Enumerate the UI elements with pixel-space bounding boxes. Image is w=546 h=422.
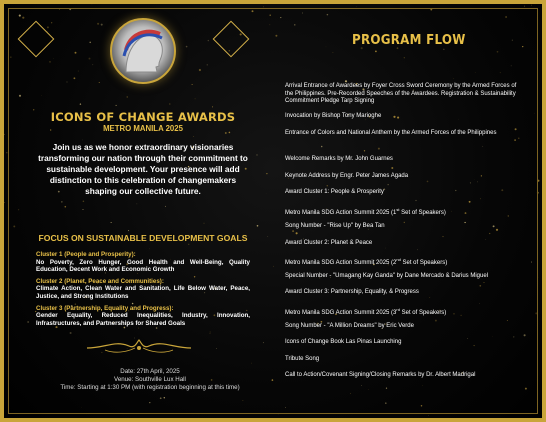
cluster-list <box>36 251 250 331</box>
program-item: Award Cluster 2: Planet & Peace <box>285 240 373 246</box>
intro-paragraph: Join us as we honor extraordinary visionaries transforming our nation through their commitment to sustainable development. Your presence will add distinction to this celebration of changemakers shaping our collective future. <box>38 142 248 197</box>
profile-emblem <box>110 18 176 84</box>
program-item: Welcome Remarks by Mr. John Guarnes <box>285 156 393 162</box>
program-item: Song Number - "Rise Up" by Bea Tan <box>285 223 385 229</box>
program-item: Call to Action/Covenant Signing/Closing Remarks by Dr. Albert Madrigal <box>285 372 476 378</box>
program-item: Award Cluster 3: Partnership, Equality, & Progress <box>285 289 419 295</box>
cluster-2-title: Cluster 2 (Planet, Peace and Communities): <box>36 277 164 285</box>
program-item: Icons of Change Book Las Pinas Launching <box>285 339 402 345</box>
program-item: Tribute Song <box>285 356 320 362</box>
profile-head-icon <box>112 20 174 82</box>
program-item: Entrance of Colors and National Anthem by the Armed Forces of the Philippines <box>285 130 497 136</box>
event-details <box>60 368 240 391</box>
program-item: Metro Manila SDG Action Summit 2025 (1st Set of Speakers) <box>285 207 446 216</box>
program-item: Metro Manila SDG Action Summit 2025 (2nd Set of Speakers) <box>285 257 448 266</box>
program-item: Award Cluster 1: People & Prosperity <box>285 189 384 195</box>
cluster-3-body: Gender Equality, Reduced Inequalities, Industry, Innovation, Infrastructures, and Partnerships for Shared Goals <box>36 312 250 327</box>
program-flow-title: PROGRAM FLOW <box>352 32 466 48</box>
gold-divider-ornament <box>85 336 193 356</box>
event-date: Date: 27th April, 2025 <box>120 368 180 375</box>
focus-heading: FOCUS ON SUSTAINABLE DEVELOPMENT GOALS <box>38 233 248 243</box>
program-item: Song Number - "A Million Dreams" by Eric Verde <box>285 323 414 329</box>
program-item: Keynote Address by Engr. Peter James Agada <box>285 173 409 179</box>
event-title: ICONS OF CHANGE AWARDS <box>50 110 236 124</box>
cluster-2-body: Climate Action, Clean Water and Sanitation, Life Below Water, Peace, Justice, and Strong Institutions <box>36 285 250 300</box>
program-item: Invocation by Bishop Tony Marioghe <box>285 113 382 119</box>
program-item: Special Number - "Umagang Kay Ganda" by Dane Mercado & Darius Miguel <box>285 273 489 279</box>
event-time: Time: Starting at 1:30 PM (with registration beginning at this time) <box>60 383 240 391</box>
program-item: Metro Manila SDG Action Summit 2025 (3rd Set of Speakers) <box>285 307 447 316</box>
event-subtitle: METRO MANILA 2025 <box>103 124 183 133</box>
cluster-3-title: Cluster 3 (Partnership, Equality and Progress): <box>36 304 174 312</box>
program-item: Arrival Entrance of Awardees by Foyer Cross Sword Ceremony by the Armed Forces of the Philippines. Pre-Recorded Speeches of the Awardees. Registration & Sustainability Commitment Pledge Tarp Signing <box>285 83 517 105</box>
cluster-1-title: Cluster 1 (People and Prosperity): <box>36 251 136 258</box>
event-venue: Venue: Southville Lux Hall <box>114 375 186 383</box>
cluster-1-body: No Poverty, Zero Hunger, Good Health and Well-Being, Quality Education, Decent Work and Economic Growth <box>36 258 250 274</box>
